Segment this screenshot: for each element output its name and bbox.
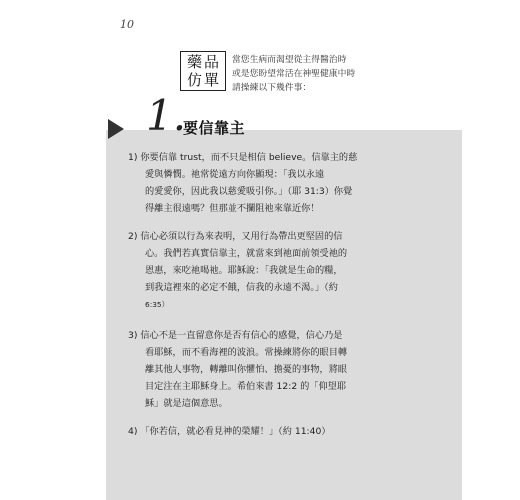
list-item-2 xyxy=(128,228,388,313)
item-line: 心。我們若真實信靠主，就當來到祂面前領受祂的 xyxy=(145,248,348,259)
list-item-1 xyxy=(128,149,388,217)
item-line: 2) 信心必須以行為來表明，又用行為帶出更堅固的信 xyxy=(128,231,343,242)
item-line: 6:35） xyxy=(145,300,169,309)
pointer-triangle-icon xyxy=(108,119,124,139)
item-line: 愛與憐憫。祂常從遠方向你顯現：「我以永遠 xyxy=(145,169,325,180)
item-line: 看耶穌，而不看海裡的波浪。常操練將你的眼目轉 xyxy=(145,347,348,358)
section-title: 要信靠主 xyxy=(183,119,246,137)
drug-label-box xyxy=(180,51,226,91)
item-line: 4) 「你若信，就必看見神的榮耀！」（約 11:40） xyxy=(128,426,331,437)
drug-label-line-2: 仿單 xyxy=(186,71,221,89)
page-number: 10 xyxy=(120,18,134,31)
item-line: 穌」就是這個意思。 xyxy=(145,398,228,409)
item-line: 恩惠，來吃祂喝祂。耶穌說：「我就是生命的糧， xyxy=(145,265,343,276)
list-item-3 xyxy=(128,327,388,412)
item-line: 的愛愛你，因此我以慈愛吸引你。」（耶 31:3）你覺 xyxy=(145,186,353,197)
intro-line-2: 或是您盼望常活在神聖健康中時 xyxy=(232,69,356,79)
drug-label-line-1: 藥品 xyxy=(186,53,221,71)
item-line: 3) 信心不是一直留意你是否有信心的感覺，信心乃是 xyxy=(128,330,343,341)
item-line: 到我這裡來的必定不餓，信我的永遠不渴。」（約 xyxy=(145,282,338,293)
section-number: 1. xyxy=(146,91,187,140)
intro-line-3: 請操練以下幾件事： xyxy=(232,83,312,93)
item-line: 得離主很遠嗎？但那並不攔阻祂來靠近你！ xyxy=(145,203,320,214)
list-item-4 xyxy=(128,423,388,440)
item-line: 離其他人事物，轉離叫你懼怕、擔憂的事物，將眼 xyxy=(145,364,348,375)
item-line: 目定注在主耶穌身上。希伯來書 12:2 的「仰望耶 xyxy=(145,381,347,392)
item-line: 1) 你要信靠 trust，而不只是相信 believe。信靠主的慈 xyxy=(128,152,358,163)
intro-line-1: 當您生病而渴望從主得醫治時 xyxy=(232,55,347,65)
